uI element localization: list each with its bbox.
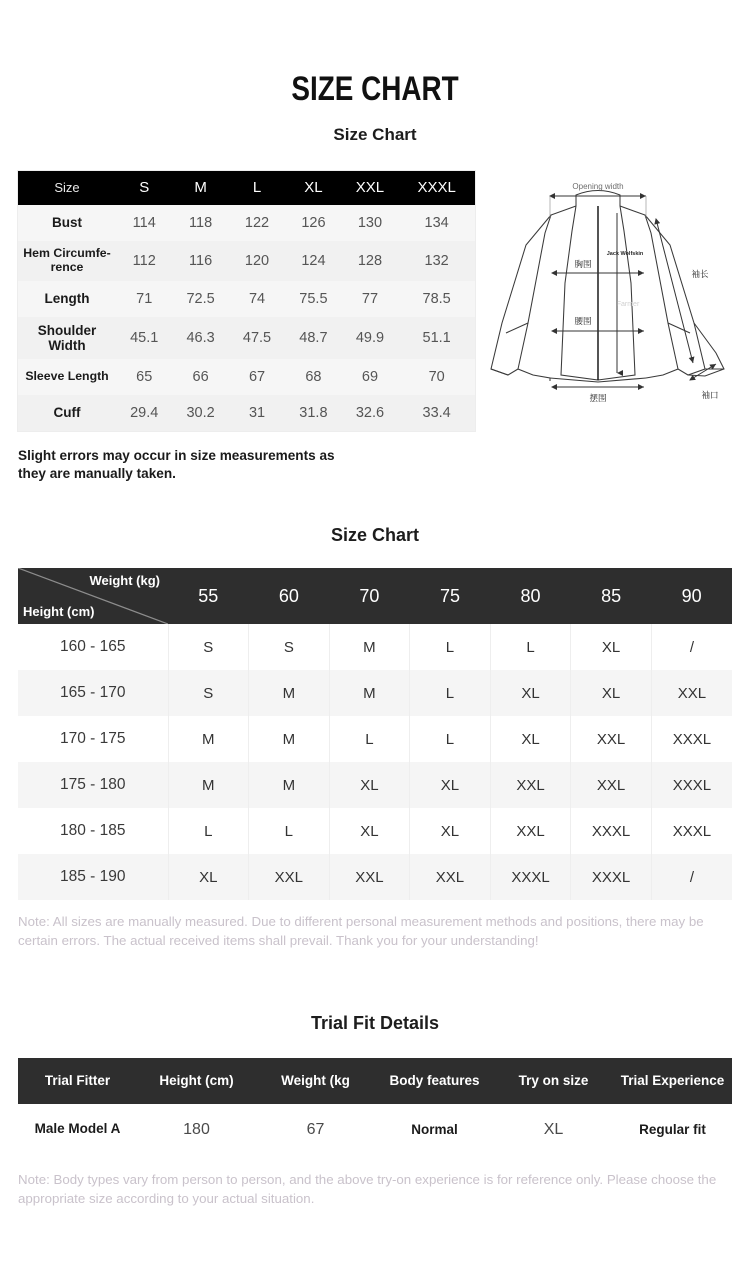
size-table-col-xxl: XXL [342, 171, 399, 205]
cell-length-s: 71 [116, 281, 172, 317]
hw-cell-160-60: S [249, 624, 330, 670]
trial-cell-weight: 67 [256, 1104, 375, 1156]
watermark-label: Farmer [616, 301, 640, 308]
hw-cell-170-60: M [249, 716, 330, 762]
cell-shoulder-m: 46.3 [172, 317, 228, 359]
hw-cell-180-90: XXXL [651, 808, 732, 854]
cell-bust-s: 114 [116, 205, 172, 241]
hw-cell-180-75: XL [410, 808, 491, 854]
row-label-length: Length [18, 281, 116, 317]
hw-cell-175-70: XL [329, 762, 410, 808]
cell-hem-xxl: 128 [342, 241, 399, 281]
hw-cell-185-55: XL [168, 854, 249, 900]
cell-cuff-xxxl: 33.4 [398, 395, 475, 431]
hw-cell-170-80: XL [490, 716, 571, 762]
row-label-cuff: Cuff [18, 395, 116, 431]
hw-corner-cell [18, 568, 168, 624]
trial-cell-try-on-size: XL [494, 1104, 613, 1156]
table-row [18, 624, 732, 670]
cell-hem-m: 116 [172, 241, 228, 281]
cell-hem-xxxl: 132 [398, 241, 475, 281]
hw-cell-170-85: XXL [571, 716, 652, 762]
size-measurements-section [0, 171, 750, 481]
row-label-hem-circumference: Hem Circumfe-rence [18, 241, 116, 281]
chest-label: 胸围 [574, 260, 592, 270]
garment-diagram [488, 173, 738, 418]
cell-cuff-s: 29.4 [116, 395, 172, 431]
hw-cell-160-85: XL [571, 624, 652, 670]
table-row [18, 205, 475, 241]
size-table-col-xl: XL [285, 171, 341, 205]
hw-col-85: 85 [571, 568, 652, 624]
table-row [18, 762, 732, 808]
hw-cell-175-90: XXXL [651, 762, 732, 808]
trial-table-body [18, 1104, 732, 1156]
size-table-col-xxxl: XXXL [398, 171, 475, 205]
hw-cell-185-75: XXL [410, 854, 491, 900]
page-subtitle: Size Chart [333, 125, 417, 144]
hw-cell-160-90: / [651, 624, 732, 670]
cuff-label: 袖口 [701, 391, 719, 401]
trial-cell-experience: Regular fit [613, 1104, 732, 1156]
table-row [18, 670, 732, 716]
size-table-body [18, 205, 475, 431]
hw-table-body [18, 624, 732, 900]
size-table-col-m: M [172, 171, 228, 205]
cell-hem-xl: 124 [285, 241, 341, 281]
trial-fit-title: Trial Fit Details [310, 1012, 440, 1033]
jacket-illustration-svg [488, 173, 738, 418]
cell-bust-xl: 126 [285, 205, 341, 241]
hw-cell-160-55: S [168, 624, 249, 670]
hw-cell-185-90: / [651, 854, 732, 900]
size-table-note: Slight errors may occur in size measurements as they are manually taken. [18, 448, 335, 481]
trial-col-weight: Weight (kg [256, 1058, 375, 1104]
cell-cuff-l: 31 [229, 395, 285, 431]
cell-shoulder-xxl: 49.9 [342, 317, 399, 359]
hw-cell-175-80: XXL [490, 762, 571, 808]
cell-shoulder-xl: 48.7 [285, 317, 341, 359]
cell-hem-l: 120 [229, 241, 285, 281]
hw-cell-170-70: L [329, 716, 410, 762]
hw-cell-185-70: XXL [329, 854, 410, 900]
hw-table-note: Note: All sizes are manually measured. Due to different personal measurement methods and positions, there may be certain errors. The actual received items shall prevail. Thank you for your understanding! [18, 914, 704, 949]
hw-cell-175-55: M [168, 762, 249, 808]
hw-cell-180-60: L [249, 808, 330, 854]
size-table-col-l: L [229, 171, 285, 205]
cell-length-xl: 75.5 [285, 281, 341, 317]
hw-cell-170-90: XXXL [651, 716, 732, 762]
hw-cell-160-70: M [329, 624, 410, 670]
hw-cell-165-80: XL [490, 670, 571, 716]
hw-cell-160-75: L [410, 624, 491, 670]
hw-row-height-175-180: 175 - 180 [18, 762, 168, 808]
cell-sleeve-xl: 68 [285, 359, 341, 395]
cell-sleeve-xxxl: 70 [398, 359, 475, 395]
hw-col-70: 70 [329, 568, 410, 624]
hw-cell-175-75: XL [410, 762, 491, 808]
trial-cell-body-features: Normal [375, 1104, 494, 1156]
hw-table-header-row [18, 568, 732, 624]
waist-label: 腰围 [574, 317, 592, 327]
hw-table-head [18, 568, 732, 624]
row-label-shoulder-width: Shoulder Width [18, 317, 116, 359]
hw-row-height-180-185: 180 - 185 [18, 808, 168, 854]
trial-col-height: Height (cm) [137, 1058, 256, 1104]
hem-label: 摆围 [589, 394, 607, 404]
table-row [18, 359, 475, 395]
cell-length-l: 74 [229, 281, 285, 317]
hw-row-height-165-170: 165 - 170 [18, 670, 168, 716]
cell-cuff-xl: 31.8 [285, 395, 341, 431]
hw-row-height-185-190: 185 - 190 [18, 854, 168, 900]
hw-cell-180-55: L [168, 808, 249, 854]
cell-bust-m: 118 [172, 205, 228, 241]
row-label-sleeve-length: Sleeve Length [18, 359, 116, 395]
cell-sleeve-s: 65 [116, 359, 172, 395]
hw-cell-185-80: XXXL [490, 854, 571, 900]
size-measurement-table [18, 171, 475, 431]
size-table-col-size: Size [18, 171, 116, 205]
cell-bust-xxxl: 134 [398, 205, 475, 241]
cell-bust-xxl: 130 [342, 205, 399, 241]
height-weight-size-table [18, 568, 732, 900]
hw-row-height-170-175: 170 - 175 [18, 716, 168, 762]
hw-col-75: 75 [410, 568, 491, 624]
weight-axis-label: Weight (kg) [89, 573, 160, 588]
hw-col-90: 90 [651, 568, 732, 624]
cell-shoulder-s: 45.1 [116, 317, 172, 359]
hw-cell-170-75: L [410, 716, 491, 762]
cell-bust-l: 122 [229, 205, 285, 241]
trial-cell-height: 180 [137, 1104, 256, 1156]
table-row [18, 395, 475, 431]
row-label-bust: Bust [18, 205, 116, 241]
hem-dimension [552, 387, 644, 404]
cell-sleeve-l: 67 [229, 359, 285, 395]
hw-cell-180-85: XXXL [571, 808, 652, 854]
hw-cell-175-60: M [249, 762, 330, 808]
table-row [18, 281, 475, 317]
height-axis-label: Height (cm) [23, 604, 95, 619]
hw-col-55: 55 [168, 568, 249, 624]
trial-fit-note: Note: Body types vary from person to person, and the above try-on experience is for reference only. Please choose the appropriate size according to your actual situation. [18, 1171, 717, 1206]
hw-cell-165-70: M [329, 670, 410, 716]
table-row [18, 241, 475, 281]
opening-width-label: Opening width [572, 182, 624, 191]
hw-row-height-160-165: 160 - 165 [18, 624, 168, 670]
hw-cell-165-60: M [249, 670, 330, 716]
hw-cell-165-75: L [410, 670, 491, 716]
cell-length-xxl: 77 [342, 281, 399, 317]
hw-cell-185-85: XXXL [571, 854, 652, 900]
hw-col-80: 80 [490, 568, 571, 624]
trial-table-header-row [18, 1058, 732, 1104]
table-row [18, 808, 732, 854]
hw-table-title: Size Chart [330, 525, 420, 545]
size-table-header-row [18, 171, 475, 205]
hw-cell-165-55: S [168, 670, 249, 716]
size-table-col-s: S [116, 171, 172, 205]
table-row [18, 317, 475, 359]
trial-col-try-on-size: Try on size [494, 1058, 613, 1104]
hw-col-60: 60 [249, 568, 330, 624]
cell-cuff-xxl: 32.6 [342, 395, 399, 431]
cell-sleeve-xxl: 69 [342, 359, 399, 395]
table-row [18, 854, 732, 900]
size-table-head [18, 171, 475, 205]
trial-cell-fitter: Male Model A [18, 1104, 137, 1156]
cell-cuff-m: 30.2 [172, 395, 228, 431]
hw-cell-185-60: XXL [249, 854, 330, 900]
table-row [18, 716, 732, 762]
cell-shoulder-l: 47.5 [229, 317, 285, 359]
page-title: SIZE CHART [291, 70, 459, 108]
hw-cell-170-55: M [168, 716, 249, 762]
hw-cell-180-80: XXL [490, 808, 571, 854]
trial-col-body-features: Body features [375, 1058, 494, 1104]
brand-mark-label: Jack Wolfskin [606, 251, 644, 257]
hw-cell-175-85: XXL [571, 762, 652, 808]
cell-length-xxxl: 78.5 [398, 281, 475, 317]
hw-cell-165-85: XL [571, 670, 652, 716]
table-row [18, 1104, 732, 1156]
hw-cell-165-90: XXL [651, 670, 732, 716]
jacket-outline [491, 191, 724, 383]
cell-hem-s: 112 [116, 241, 172, 281]
trial-fit-table [18, 1058, 732, 1156]
sleeve-length-label: 袖长 [691, 270, 709, 280]
hw-cell-160-80: L [490, 624, 571, 670]
hw-cell-180-70: XL [329, 808, 410, 854]
trial-col-experience: Trial Experience [613, 1058, 732, 1104]
cell-sleeve-m: 66 [172, 359, 228, 395]
cell-length-m: 72.5 [172, 281, 228, 317]
sleeve-length-dimension [656, 219, 709, 363]
trial-table-head [18, 1058, 732, 1104]
cell-shoulder-xxxl: 51.1 [398, 317, 475, 359]
trial-col-fitter: Trial Fitter [18, 1058, 137, 1104]
